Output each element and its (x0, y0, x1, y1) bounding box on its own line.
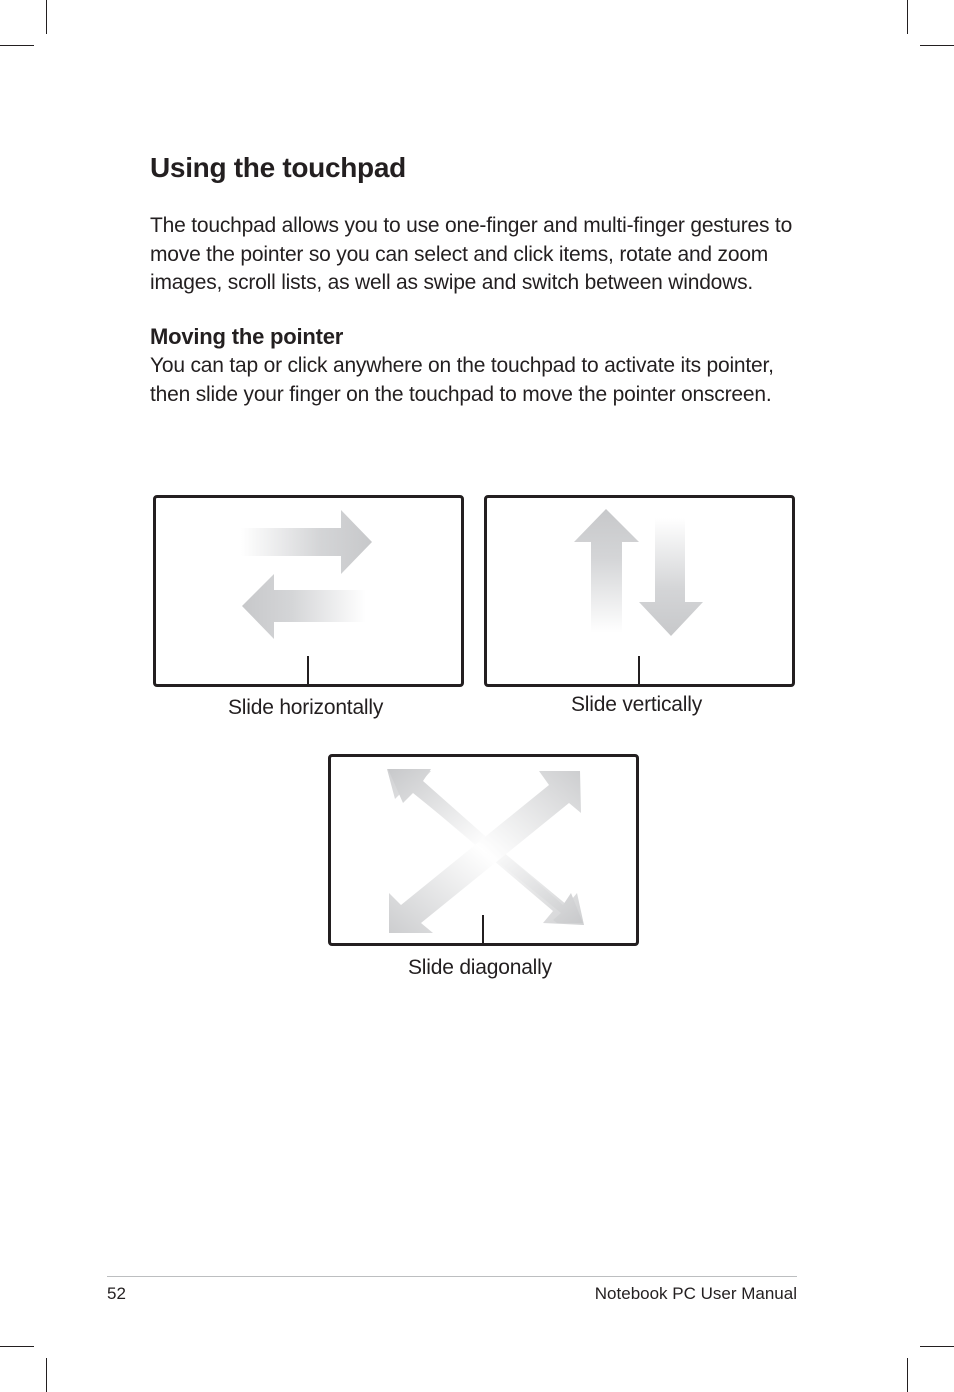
crop-mark-bottom-left-v (46, 1358, 47, 1392)
crop-mark-top-left-h (0, 45, 34, 46)
crop-mark-bottom-right-v (907, 1358, 908, 1392)
touchpad-vertical (484, 495, 795, 687)
section-heading: Moving the pointer (150, 324, 344, 349)
page-number: 52 (107, 1284, 126, 1303)
touchpad-button-divider (638, 656, 640, 684)
touchpad-button-divider (482, 915, 484, 943)
page-title: Using the touchpad (150, 152, 406, 183)
crop-mark-bottom-right-h (920, 1346, 954, 1347)
crop-mark-bottom-left-h (0, 1346, 34, 1347)
crop-mark-top-left-v (46, 0, 47, 34)
intro-paragraph: The touchpad allows you to use one-finger and multi-finger gestures to move the pointer so you can select and click items, rotate and zoom images, scroll lists, as well as swipe and switch between windows. (150, 214, 793, 294)
footer-rule (107, 1276, 797, 1277)
crop-mark-top-right-v (907, 0, 908, 34)
caption-slide-diagonally: Slide diagonally (408, 956, 552, 979)
section-paragraph: You can tap or click anywhere on the touchpad to activate its pointer, then slide your finger on the touchpad to move the pointer onscreen. (150, 354, 774, 406)
caption-slide-horizontally: Slide horizontally (228, 696, 384, 719)
crop-mark-top-right-h (920, 45, 954, 46)
caption-slide-vertically: Slide vertically (571, 693, 703, 716)
touchpad-diagonal (328, 754, 639, 946)
manual-title: Notebook PC User Manual (594, 1284, 797, 1303)
touchpad-horizontal (153, 495, 464, 687)
touchpad-button-divider (307, 656, 309, 684)
